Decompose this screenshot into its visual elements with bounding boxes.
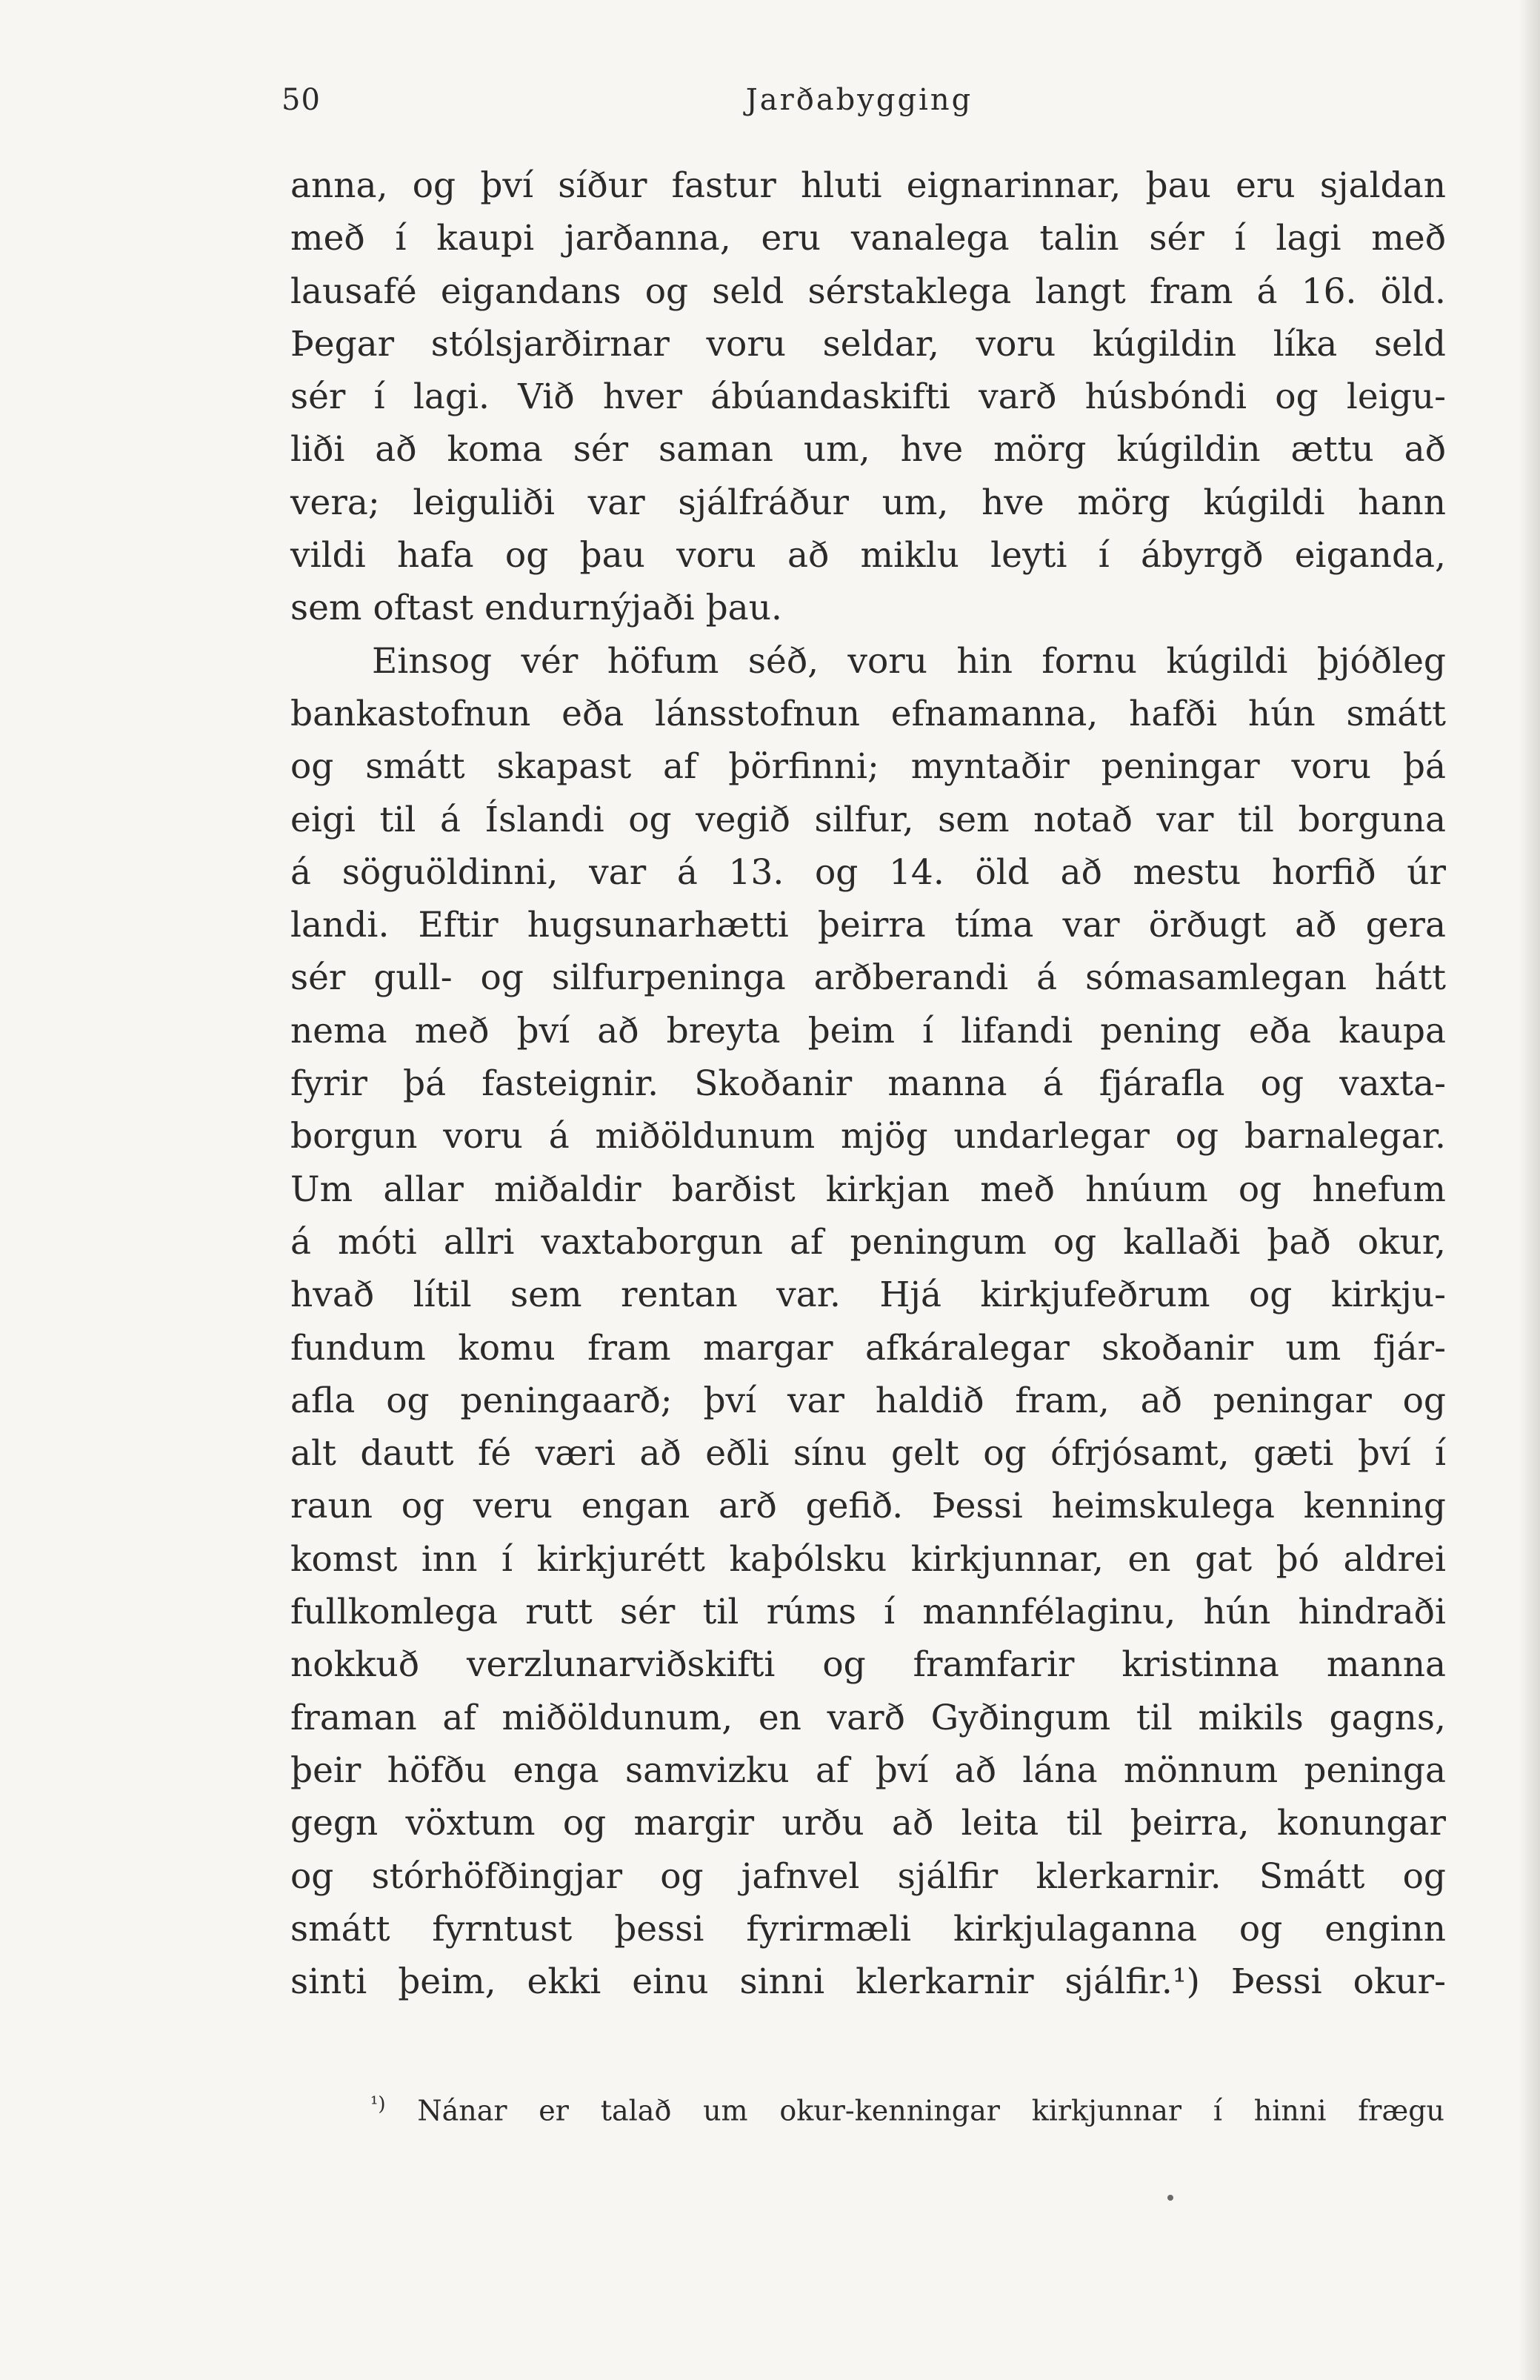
- text-line: fullkomlega rutt sér til rúms í mannfélaginu, hún hindraði: [290, 1592, 1446, 1633]
- text-line: afla og peningaarð; því var haldið fram, að peningar og: [290, 1380, 1446, 1421]
- text-line: sér gull- og silfurpeninga arðberandi á sómasamlegan hátt: [290, 957, 1446, 999]
- text-line: vera; leiguliði var sjálfráður um, hve mörg kúgildi hann: [290, 482, 1446, 523]
- text-line: borgun voru á miðöldunum mjög undarlegar og barnalegar.: [290, 1116, 1446, 1157]
- footnote: [370, 2082, 1444, 2133]
- text-line: nema með því að breyta þeim í lifandi pening eða kaupa: [290, 1010, 1446, 1051]
- paragraph-end-line: sem oftast endurnýjaði þau.: [290, 588, 782, 629]
- text-line: smátt fyrntust þessi fyrirmæli kirkjulaganna og enginn: [290, 1908, 1446, 1949]
- text-line: og stórhöfðingjar og jafnvel sjálfir klerkarnir. Smátt og: [290, 1855, 1446, 1897]
- text-line: fundum komu fram margar afkáralegar skoðanir um fjár-: [290, 1327, 1446, 1369]
- body-text: [290, 159, 1446, 2008]
- paper-speck: [1167, 2195, 1173, 2201]
- text-line: komst inn í kirkjurétt kaþólsku kirkjunnar, en gat þó aldrei: [290, 1538, 1446, 1580]
- text-line: anna, og því síður fastur hluti eignarinnar, þau eru sjaldan: [290, 165, 1446, 206]
- text-line: Þegar stólsjarðirnar voru seldar, voru kúgildin líka seld: [290, 323, 1446, 365]
- page-edge-shadow: [1519, 0, 1540, 2380]
- text-line: vildi hafa og þau voru að miklu leyti í ábyrgð eiganda,: [290, 535, 1446, 576]
- text-line: á móti allri vaxtaborgun af peningum og kallaði það okur,: [290, 1221, 1446, 1263]
- text-line: eigi til á Íslandi og vegið silfur, sem notað var til borguna: [290, 799, 1446, 840]
- text-line: raun og veru engan arð gefið. Þessi heimskulega kenning: [290, 1486, 1446, 1527]
- text-line: hvað lítil sem rentan var. Hjá kirkjufeðrum og kirkju-: [290, 1274, 1446, 1316]
- text-line: þeir höfðu enga samvizku af því að lána mönnum peninga: [290, 1749, 1446, 1791]
- text-line: sér í lagi. Við hver ábúandaskifti varð húsbóndi og leigu-: [290, 376, 1446, 418]
- text-line: gegn vöxtum og margir urðu að leita til þeirra, konungar: [290, 1803, 1446, 1844]
- paragraph-start-line: Einsog vér höfum séð, voru hin fornu kúgildi þjóðleg: [372, 640, 1446, 682]
- text-line: nokkuð verzlunarviðskifti og framfarir kristinna manna: [290, 1644, 1446, 1686]
- text-line: fyrir þá fasteignir. Skoðanir manna á fjárafla og vaxta-: [290, 1063, 1446, 1105]
- footnote-text: Nánar er talað um okur-kenningar kirkjunnar í hinni frægu: [417, 2094, 1444, 2127]
- text-line: Um allar miðaldir barðist kirkjan með hnúum og hnefum: [290, 1169, 1446, 1210]
- text-line: framan af miðöldunum, en varð Gyðingum til mikils gagns,: [290, 1697, 1446, 1738]
- page-number: 50: [281, 83, 321, 117]
- footnote-marker: ¹): [370, 2093, 386, 2115]
- text-line: lausafé eigandans og seld sérstaklega langt fram á 16. öld.: [290, 270, 1446, 312]
- text-line: með í kaupi jarðanna, eru vanalega talin sér í lagi með: [290, 218, 1446, 259]
- text-line: og smátt skapast af þörfinni; myntaðir peningar voru þá: [290, 746, 1446, 788]
- text-line: alt dautt fé væri að eðli sínu gelt og ófrjósamt, gæti því í: [290, 1433, 1446, 1475]
- page-header: [281, 83, 1437, 135]
- text-line: landi. Eftir hugsunarhætti þeirra tíma var örðugt að gera: [290, 905, 1446, 946]
- running-title: Jarðabygging: [745, 83, 973, 117]
- text-line: sinti þeim, ekki einu sinni klerkarnir sjálfir.¹) Þessi okur-: [290, 1961, 1446, 2003]
- text-line: á söguöldinni, var á 13. og 14. öld að mestu horfið úr: [290, 851, 1446, 893]
- text-line: bankastofnun eða lánsstofnun efnamanna, hafði hún smátt: [290, 693, 1446, 734]
- text-line: liði að koma sér saman um, hve mörg kúgildin ættu að: [290, 429, 1446, 471]
